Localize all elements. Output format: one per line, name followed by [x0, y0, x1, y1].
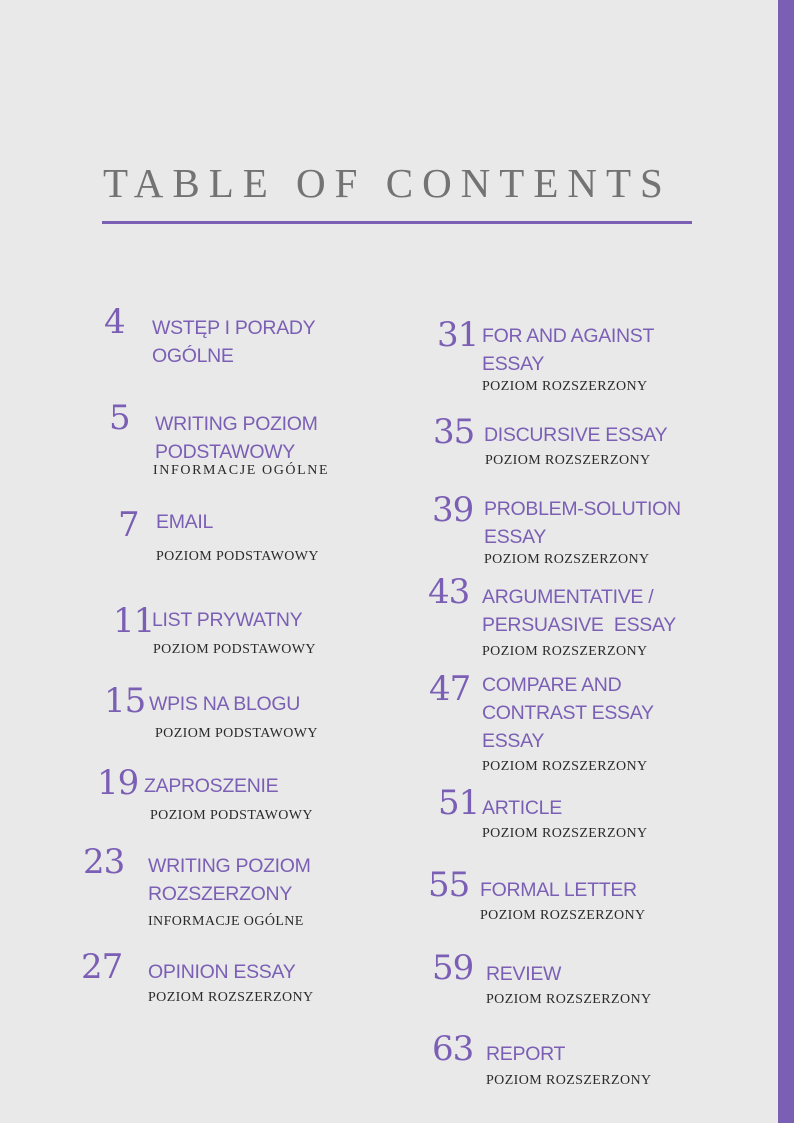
entry-subtitle: INFORMACJE OGÓLNE	[148, 914, 304, 929]
page-number: 55	[428, 865, 470, 905]
entry-subtitle: POZIOM ROZSZERZONY	[484, 552, 650, 567]
page-number: 19	[97, 763, 139, 803]
page-number: 23	[83, 842, 125, 882]
entry-subtitle: POZIOM ROZSZERZONY	[482, 379, 648, 394]
entry-subtitle: POZIOM PODSTAWOWY	[155, 726, 318, 741]
page-number: 43	[428, 572, 470, 612]
title-underline	[102, 221, 692, 224]
page-number: 59	[432, 948, 474, 988]
page-number: 11	[113, 601, 155, 641]
entry-title-cont: CONTRAST ESSAY	[482, 702, 654, 724]
entry-title-cont: OGÓLNE	[152, 345, 234, 367]
entry-title: WSTĘP I PORADY	[152, 317, 316, 339]
entry-title-cont: ESSAY	[482, 353, 545, 375]
entry-title-cont: PERSUASIVE ESSAY	[482, 614, 676, 636]
entry-subtitle: POZIOM PODSTAWOWY	[156, 549, 319, 564]
entry-title: WPIS NA BLOGU	[149, 693, 301, 715]
page-number: 35	[433, 412, 475, 452]
entry-title: ARTICLE	[482, 797, 562, 819]
page-number: 4	[104, 302, 125, 342]
entry-title: PROBLEM-SOLUTION	[484, 498, 681, 520]
entry-subtitle: POZIOM ROZSZERZONY	[482, 826, 648, 841]
entry-title: FORMAL LETTER	[480, 879, 637, 901]
entry-title-cont: ESSAY	[482, 730, 545, 752]
entry-title: LIST PRYWATNY	[152, 609, 303, 631]
right-accent-stripe	[778, 0, 794, 1123]
entry-subtitle: POZIOM ROZSZERZONY	[486, 1073, 652, 1088]
entry-title-cont: PODSTAWOWY	[155, 441, 295, 463]
entry-title: DISCURSIVE ESSAY	[484, 424, 668, 446]
entry-title: WRITING POZIOM	[148, 855, 311, 877]
entry-title: OPINION ESSAY	[148, 961, 296, 983]
entry-title: COMPARE AND	[482, 674, 622, 696]
entry-title: REVIEW	[486, 963, 562, 985]
entry-title-cont: ESSAY	[484, 526, 547, 548]
entry-subtitle: POZIOM ROZSZERZONY	[485, 453, 651, 468]
entry-subtitle: POZIOM ROZSZERZONY	[482, 759, 648, 774]
entry-title: WRITING POZIOM	[155, 413, 318, 435]
entry-subtitle: POZIOM ROZSZERZONY	[482, 644, 648, 659]
entry-subtitle: POZIOM ROZSZERZONY	[148, 990, 314, 1005]
page-number: 39	[432, 490, 474, 530]
page-number: 47	[429, 669, 471, 709]
page-number: 7	[118, 505, 139, 545]
page-number: 63	[432, 1029, 474, 1069]
page-title: TABLE OF CONTENTS	[103, 160, 672, 206]
page-number: 51	[438, 783, 480, 823]
entry-subtitle: POZIOM ROZSZERZONY	[486, 992, 652, 1007]
entry-subtitle: INFORMACJE OGÓLNE	[153, 463, 330, 478]
entry-title: FOR AND AGAINST	[482, 325, 655, 347]
page-number: 27	[81, 947, 123, 987]
entry-title-cont: ROZSZERZONY	[148, 883, 293, 905]
entry-subtitle: POZIOM ROZSZERZONY	[480, 908, 646, 923]
entry-subtitle: POZIOM PODSTAWOWY	[153, 642, 316, 657]
page-number: 31	[437, 315, 479, 355]
entry-title: EMAIL	[156, 511, 214, 533]
entry-title: REPORT	[486, 1043, 566, 1065]
entry-title: ZAPROSZENIE	[144, 775, 279, 797]
page-number: 15	[104, 681, 146, 721]
entry-title: ARGUMENTATIVE /	[482, 586, 654, 608]
entry-subtitle: POZIOM PODSTAWOWY	[150, 808, 313, 823]
page-number: 5	[109, 398, 130, 438]
